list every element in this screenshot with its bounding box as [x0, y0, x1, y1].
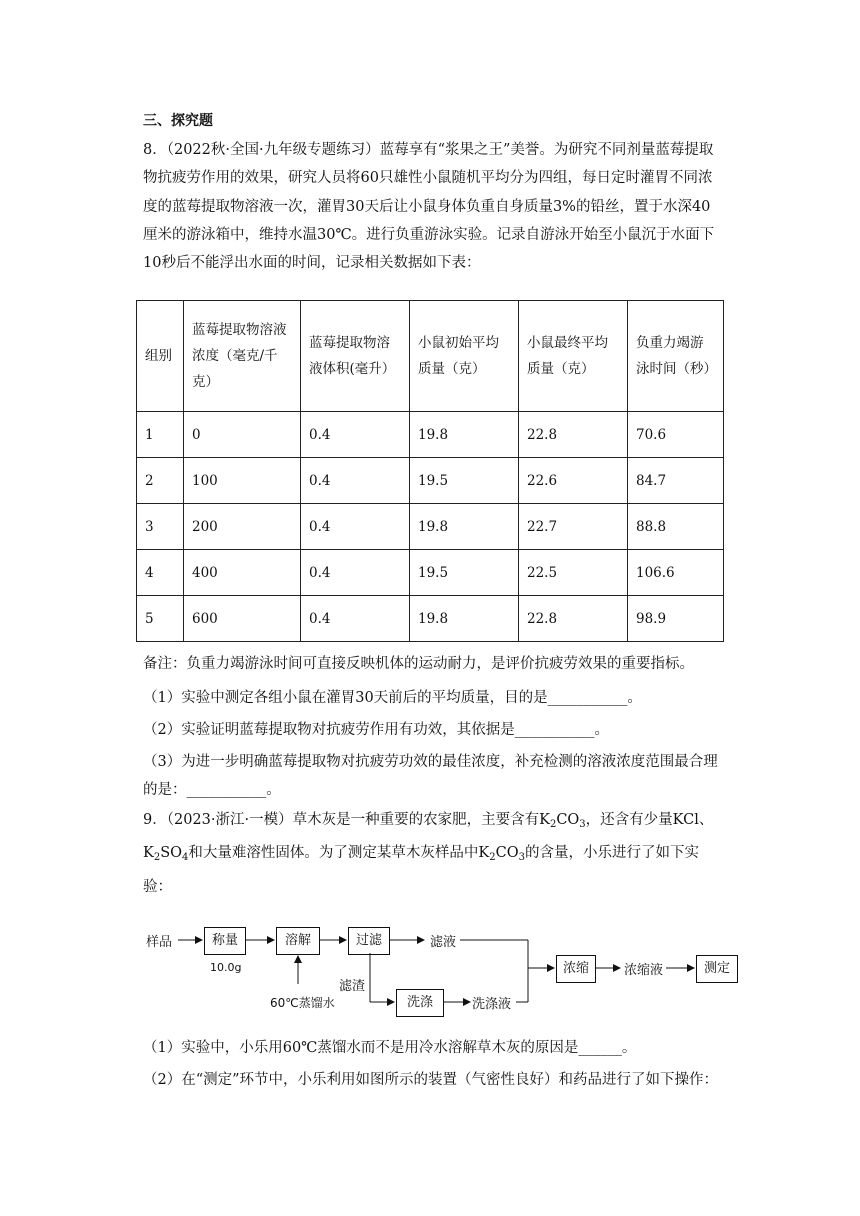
table-cell: 19.8: [410, 504, 519, 550]
flow-label-wash-liquid: 洗涤液: [472, 997, 512, 1012]
table-header-cell: 小鼠初始平均质量（克）: [410, 301, 519, 412]
table-cell: 600: [184, 596, 301, 642]
table-cell: 4: [137, 550, 184, 596]
table-header-cell: 负重力竭游泳时间（秒）: [628, 301, 724, 412]
flow-box-measure: 测定: [696, 955, 738, 983]
flow-label-water: 60℃蒸馏水: [270, 996, 335, 1010]
flow-box-filter: 过滤: [348, 927, 390, 955]
table-cell: 88.8: [628, 504, 724, 550]
table-cell: 2: [137, 458, 184, 504]
intro-text: ，还含有少量KCl、K: [143, 812, 714, 862]
table-cell: 0.4: [301, 412, 410, 458]
table-row: [137, 504, 724, 550]
table-cell: 22.8: [519, 412, 628, 458]
table-header-cell: 组别: [137, 301, 184, 412]
flow-box-dissolve: 溶解: [276, 927, 320, 955]
subscript: 2: [489, 852, 496, 864]
subscript: 2: [153, 852, 161, 864]
table-cell: 22.6: [519, 458, 628, 504]
flow-box-weigh: 称量: [204, 927, 246, 955]
table-cell: 22.8: [519, 596, 628, 642]
flow-box-wash: 洗涤: [396, 989, 444, 1017]
table-cell: 22.7: [519, 504, 628, 550]
section-title: 三、探究题: [143, 113, 213, 129]
flow-label-filtrate: 滤液: [430, 935, 457, 950]
flow-label-sample: 样品: [146, 935, 173, 950]
intro-text: CO: [495, 845, 519, 862]
table-row: [137, 412, 724, 458]
table-cell: 100: [184, 458, 301, 504]
table-header-cell: 蓝莓提取物溶液浓度（毫克/千克）: [184, 301, 301, 412]
table-cell: 19.5: [410, 458, 519, 504]
intro-text: SO: [160, 845, 183, 862]
flow-box-concentrate: 浓缩: [556, 955, 596, 983]
table-header-cell: 小鼠最终平均质量（克）: [519, 301, 628, 412]
experiment-data-table: [136, 300, 724, 642]
experiment-flow-diagram: [140, 918, 750, 1018]
question-8-intro: 8．（2022秋·全国·九年级专题练习）蓝莓享有“浆果之王”美誉。为研究不同剂量蓝莓提取物抗疲劳作用的效果，研究人员将60只雄性小鼠随机平均分为四组，每日定时灌胃不同浓度的蓝莓提取物溶液一次，灌胃30天后让小鼠身体负重自身质量3%的铅丝，置于水深40厘米的游泳箱中，维持水温30℃。进行负重游泳实验。记录自游泳开始至小鼠沉于水面下10秒后不能浮出水面的时间，记录相关数据如下表：: [143, 142, 715, 272]
subscript: 4: [182, 852, 189, 864]
table-cell: 0.4: [301, 458, 410, 504]
intro-text: 9．（2023·浙江·一模）草木灰是一种重要的农家肥，主要含有K: [143, 812, 550, 828]
subscript: 3: [579, 819, 586, 830]
table-cell: 0: [184, 412, 301, 458]
flow-label-concentrate-liquid: 浓缩液: [624, 963, 664, 978]
table-cell: 70.6: [628, 412, 724, 458]
table-cell: 0.4: [301, 550, 410, 596]
table-row: [137, 550, 724, 596]
table-header-cell: 蓝莓提取物溶液体积(毫升）: [301, 301, 410, 412]
table-cell: 19.8: [410, 412, 519, 458]
question-8-part-3: （3）为进一步明确蓝莓提取物对抗疲劳功效的最佳浓度，补充检测的溶液浓度范围最合理的是：___________。: [143, 754, 718, 798]
flow-label-residue: 滤渣: [339, 979, 366, 994]
table-cell: 3: [137, 504, 184, 550]
question-9-part-2: （2）在“测定”环节中，小乐利用如图所示的装置（气密性良好）和药品进行了如下操作：: [143, 1072, 719, 1088]
table-cell: 19.5: [410, 550, 519, 596]
table-row: [137, 596, 724, 642]
question-9-part-1: （1）实验中，小乐用60℃蒸馏水而不是用冷水溶解草木灰的原因是______。: [143, 1040, 637, 1056]
table-cell: 400: [184, 550, 301, 596]
table-cell: 5: [137, 596, 184, 642]
table-cell: 106.6: [628, 550, 724, 596]
question-8-part-2: （2）实验证明蓝莓提取物对抗疲劳作用有功效，其依据是___________。: [143, 722, 609, 738]
table-cell: 84.7: [628, 458, 724, 504]
subscript: 3: [518, 852, 525, 864]
flow-label-mass: 10.0g: [210, 961, 242, 974]
intro-text: 的含量，小乐进行了如下实验：: [143, 845, 699, 895]
table-cell: 200: [184, 504, 301, 550]
table-cell: 98.9: [628, 596, 724, 642]
table-cell: 19.8: [410, 596, 519, 642]
subscript: 2: [549, 819, 557, 830]
table-cell: 1: [137, 412, 184, 458]
table-cell: 0.4: [301, 504, 410, 550]
table-cell: 22.5: [519, 550, 628, 596]
intro-text: CO: [556, 812, 580, 828]
question-8-part-1: （1）实验中测定各组小鼠在灌胃30天前后的平均质量，目的是___________。: [143, 690, 642, 706]
table-cell: 0.4: [301, 596, 410, 642]
question-9-intro: [143, 806, 723, 901]
table-header-row: [137, 301, 724, 412]
intro-text: 和大量难溶性固体。为了测定某草木灰样品中K: [188, 845, 490, 862]
table-note: 备注：负重力竭游泳时间可直接反映机体的运动耐力，是评价抗疲劳效果的重要指标。: [143, 656, 694, 672]
table-row: [137, 458, 724, 504]
